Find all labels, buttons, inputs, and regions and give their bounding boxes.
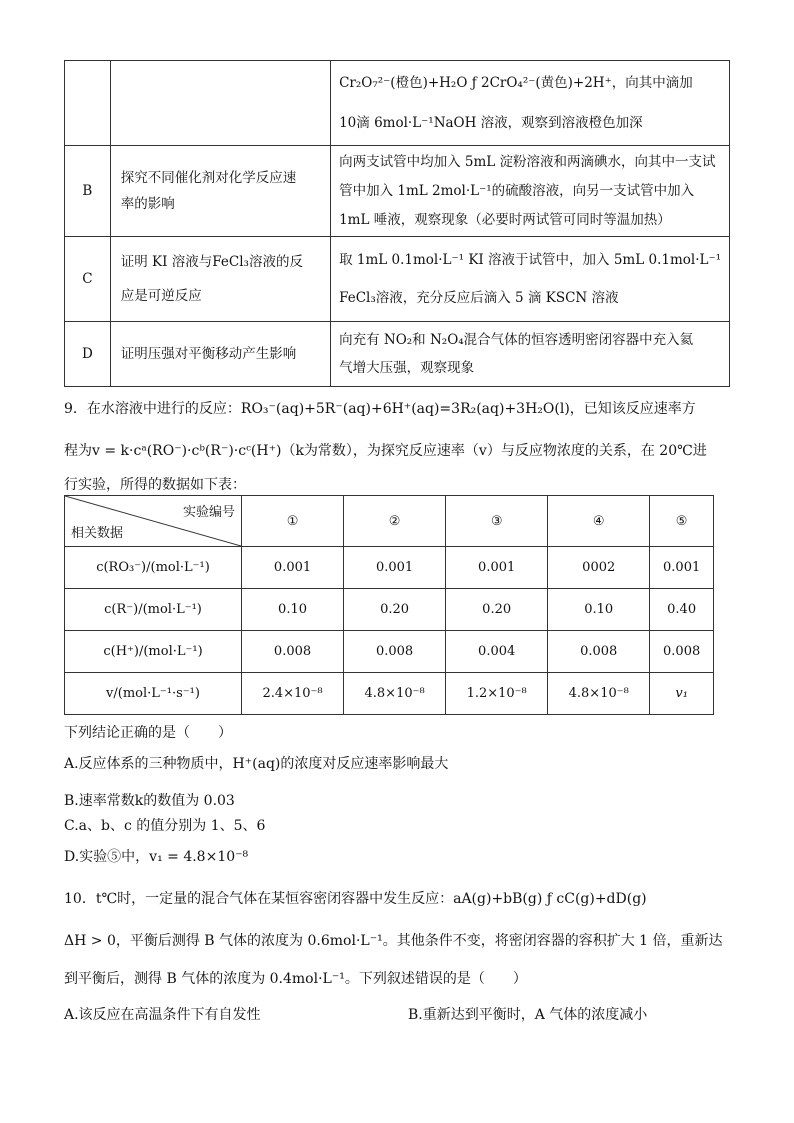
- experiment-header: ①: [242, 496, 344, 547]
- purpose-line: 探究不同催化剂对化学反应速: [120, 170, 297, 186]
- purpose-cell: [110, 61, 330, 146]
- q10-stem-line: 10．t℃时，一定量的混合气体在某恒容密闭容器中发生反应：aA(g)+bB(g) ƒ cC(g)+dD(g): [64, 891, 647, 907]
- table-cell: 0002: [548, 547, 650, 589]
- row-header: v/(mol·L⁻¹·s⁻¹): [65, 673, 242, 715]
- q10-stem-line: ΔH > 0，平衡后测得 B 气体的浓度为 0.6mol·L⁻¹。其他条件不变，将密闭容器的容积扩大 1 倍，重新达: [64, 933, 723, 949]
- table-cell: 0.001: [650, 547, 714, 589]
- table-cell: 1.2×10⁻⁸: [446, 673, 548, 715]
- diagonal-header-cell: [65, 496, 242, 547]
- procedure-line: 管中加入 1mL 2mol·L⁻¹的硫酸溶液，向另一支试管中加入: [339, 182, 695, 199]
- q9-option-b: B.速率常数k的数值为 0.03: [64, 793, 235, 809]
- q9-ask: 下列结论正确的是（ ）: [64, 725, 232, 741]
- table-cell: 4.8×10⁻⁸: [548, 673, 650, 715]
- table-cell: 0.40: [650, 589, 714, 631]
- purpose-line: 率的影响: [120, 196, 175, 212]
- table-cell: 0.008: [344, 631, 446, 673]
- table-row: [65, 547, 714, 589]
- procedure-line: Cr₂O₇²⁻(橙色)+H₂O ƒ 2CrO₄²⁻(黄色)+2H⁺，向其中滴加: [339, 75, 693, 91]
- purpose-cell: 证明压强对平衡移动产生影响: [110, 322, 330, 387]
- q10-option-a: A.该反应在高温条件下有自发性: [64, 1007, 261, 1023]
- row-label-a: [65, 61, 111, 146]
- procedure-line: 取 1mL 0.1mol·L⁻¹ KI 溶液于试管中，加入 5mL 0.1mol·L⁻¹: [339, 252, 721, 268]
- procedure-line: 气增大压强，观察现象: [339, 360, 475, 376]
- table-cell: 0.001: [242, 547, 344, 589]
- procedure-line: 10滴 6mol·L⁻¹NaOH 溶液，观察到溶液橙色加深: [339, 115, 643, 131]
- table-row: [65, 61, 730, 146]
- row-header: c(R⁻)/(mol·L⁻¹): [65, 589, 242, 631]
- table-row: [65, 631, 714, 673]
- table-row: [65, 237, 730, 322]
- q10-option-b: B.重新达到平衡时，A 气体的浓度减小: [408, 1007, 648, 1023]
- q9-stem-line: 行实验，所得的数据如下表：: [64, 477, 246, 493]
- row-header: c(RO₃⁻)/(mol·L⁻¹): [65, 547, 242, 589]
- q9-stem-line: 9．在水溶液中进行的反应：RO₃⁻(aq)+5R⁻(aq)+6H⁺(aq)=3R₂(aq)+3H₂O(l)，已知该反应速率方: [64, 401, 696, 417]
- table-cell: 0.004: [446, 631, 548, 673]
- q9-option-d: D.实验⑤中，v₁ = 4.8×10⁻⁸: [64, 849, 249, 865]
- table-row: [65, 673, 714, 715]
- q10-stem-line: 到平衡后，测得 B 气体的浓度为 0.4mol·L⁻¹。下列叙述错误的是（ ）: [64, 971, 527, 987]
- q9-option-c: C.a、b、c 的值分别为 1、5、6: [64, 818, 266, 834]
- procedure-line: 向充有 NO₂和 N₂O₄混合气体的恒容透明密闭容器中充入氦: [339, 332, 694, 348]
- procedure-cell: [331, 237, 730, 322]
- table-cell: v₁: [650, 673, 714, 715]
- table-cell: 0.20: [344, 589, 446, 631]
- procedure-cell: [331, 322, 730, 387]
- purpose-line: 应是可逆反应: [120, 288, 202, 304]
- row-label-d: D: [65, 322, 111, 387]
- purpose-line: 证明 KI 溶液与FeCl₃溶液的反: [120, 254, 303, 270]
- table-cell: 4.8×10⁻⁸: [344, 673, 446, 715]
- purpose-cell: [110, 146, 330, 237]
- table-row: [65, 322, 730, 387]
- procedure-cell: [331, 61, 730, 146]
- purpose-cell: [110, 237, 330, 322]
- experiment-header: ③: [446, 496, 548, 547]
- experiment-header: ②: [344, 496, 446, 547]
- table-cell: 2.4×10⁻⁸: [242, 673, 344, 715]
- table-cell: 0.008: [650, 631, 714, 673]
- corner-bottom-label: 相关数据: [71, 526, 124, 541]
- q9-stem-line: 程为v = k·cᵃ(RO⁻)·cᵇ(R⁻)·cᶜ(H⁺)（k为常数），为探究反应速率（v）与反应物浓度的关系，在 20℃进: [64, 443, 707, 459]
- procedure-line: 向两支试管中均加入 5mL 淀粉溶液和两滴碘水，向其中一支试: [339, 153, 716, 170]
- row-label-c: C: [65, 237, 111, 322]
- procedure-cell: [331, 146, 730, 237]
- row-label-b: B: [65, 146, 111, 237]
- table-cell: 0.20: [446, 589, 548, 631]
- procedure-line: 1mL 唾液，观察现象（必要时两试管可同时等温加热）: [339, 211, 671, 228]
- q9-option-a: A.反应体系的三种物质中，H⁺(aq)的浓度对反应速率影响最大: [64, 756, 449, 772]
- experiment-header: ⑤: [650, 496, 714, 547]
- row-header: c(H⁺)/(mol·L⁻¹): [65, 631, 242, 673]
- table-cell: 0.001: [344, 547, 446, 589]
- table-row: [65, 146, 730, 237]
- experiment-header: ④: [548, 496, 650, 547]
- table-cell: 0.008: [548, 631, 650, 673]
- q8-experiment-table: [64, 60, 730, 387]
- table-cell: 0.10: [548, 589, 650, 631]
- procedure-line: FeCl₃溶液，充分反应后滴入 5 滴 KSCN 溶液: [339, 290, 619, 306]
- table-cell: 0.10: [242, 589, 344, 631]
- table-row: [65, 589, 714, 631]
- table-cell: 0.008: [242, 631, 344, 673]
- corner-top-label: 实验编号: [182, 505, 235, 520]
- table-cell: 0.001: [446, 547, 548, 589]
- q9-data-table: [64, 495, 714, 715]
- table-header-row: [65, 496, 714, 547]
